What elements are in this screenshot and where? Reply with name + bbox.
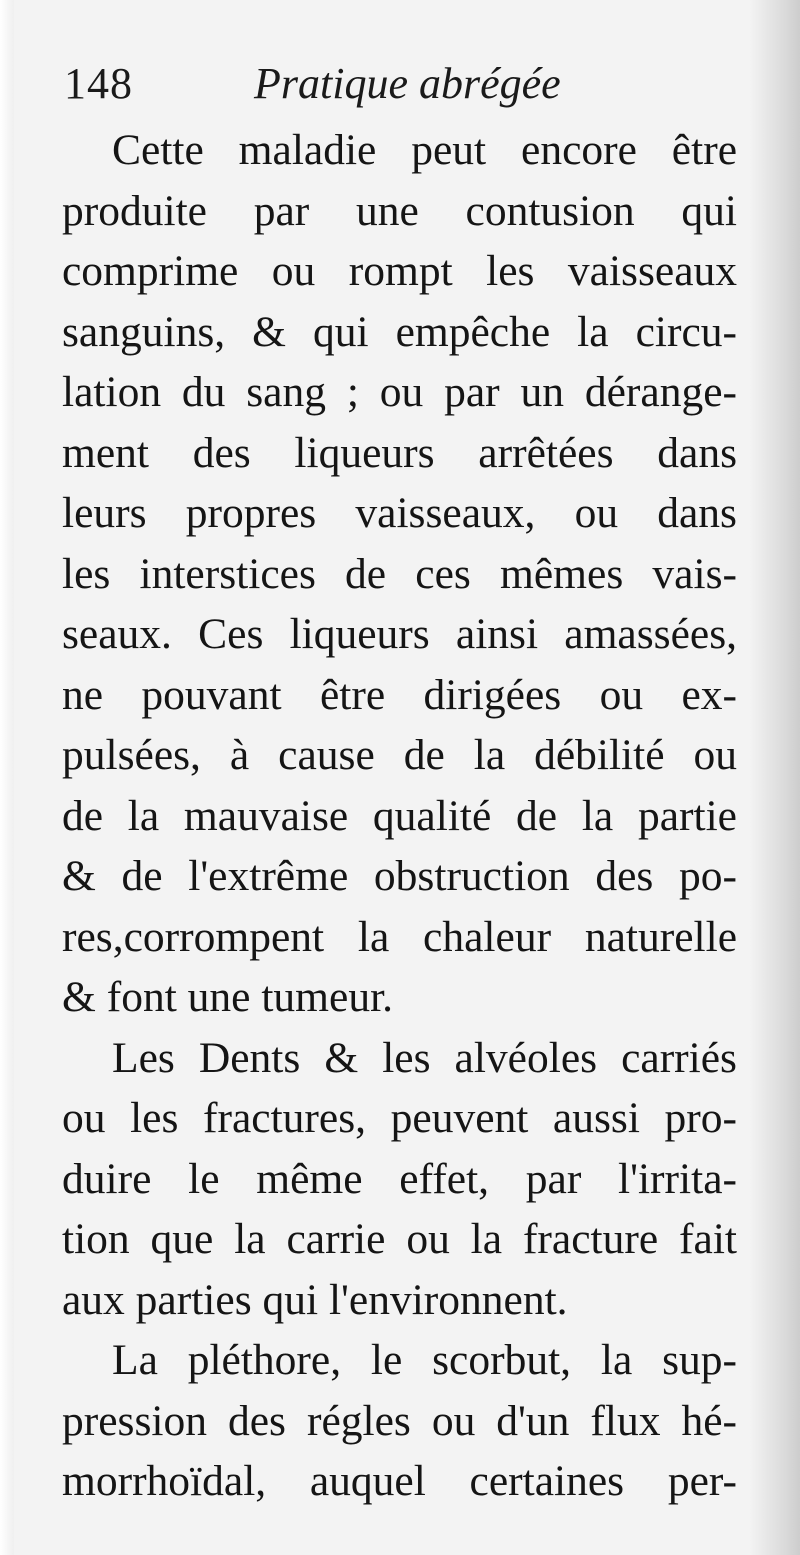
text-line: les interstices de ces mêmes vais-: [62, 549, 737, 598]
body-text: [62, 120, 737, 1512]
text-line: ou les fractures, peuvent aussi pro-: [62, 1094, 737, 1142]
text-line: pulsées, à cause de la débilité ou: [62, 731, 737, 779]
text-line: aux parties qui l'environnent.: [62, 1275, 568, 1324]
page-header: [64, 58, 744, 118]
text-line: ne pouvant être dirigées ou ex-: [62, 670, 737, 719]
text-line: & font une tumeur.: [62, 973, 394, 1021]
text-line: & de l'extrême obstruction des po-: [62, 852, 737, 900]
text-line: produite par une contusion qui: [62, 186, 737, 235]
text-line: seaux. Ces liqueurs ainsi amassées,: [62, 610, 737, 658]
text-line: tion que la carrie ou la fracture fait: [62, 1215, 737, 1263]
text-line: duire le même effet, par l'irrita-: [62, 1154, 737, 1203]
text-line: de la mauvaise qualité de la partie: [62, 791, 737, 840]
text-line: leurs propres vaisseaux, ou dans: [62, 489, 737, 537]
text-line: pression des régles ou d'un flux hé-: [62, 1396, 737, 1445]
paragraph-3: [62, 1330, 737, 1512]
text-line: ment des liqueurs arrêtées dans: [62, 428, 737, 477]
running-title: Pratique abrégée: [254, 59, 561, 108]
page-number: 148: [64, 59, 133, 108]
text-line: morrhoïdal, auquel certaines per-: [62, 1457, 737, 1505]
text-line: La pléthore, le scorbut, la sup-: [112, 1336, 737, 1384]
text-line: res,corrompent la chaleur naturelle: [62, 912, 737, 961]
paragraph-2: [62, 1028, 737, 1331]
text-line: comprime ou rompt les vaisseaux: [62, 247, 737, 295]
paragraph-1: [62, 120, 737, 1028]
text-line: lation du sang ; ou par un dérange-: [62, 368, 737, 416]
text-line: Cette maladie peut encore être: [112, 126, 737, 174]
text-line: sanguins, & qui empêche la circu-: [62, 307, 737, 356]
text-line: Les Dents & les alvéoles carriés: [112, 1033, 737, 1082]
